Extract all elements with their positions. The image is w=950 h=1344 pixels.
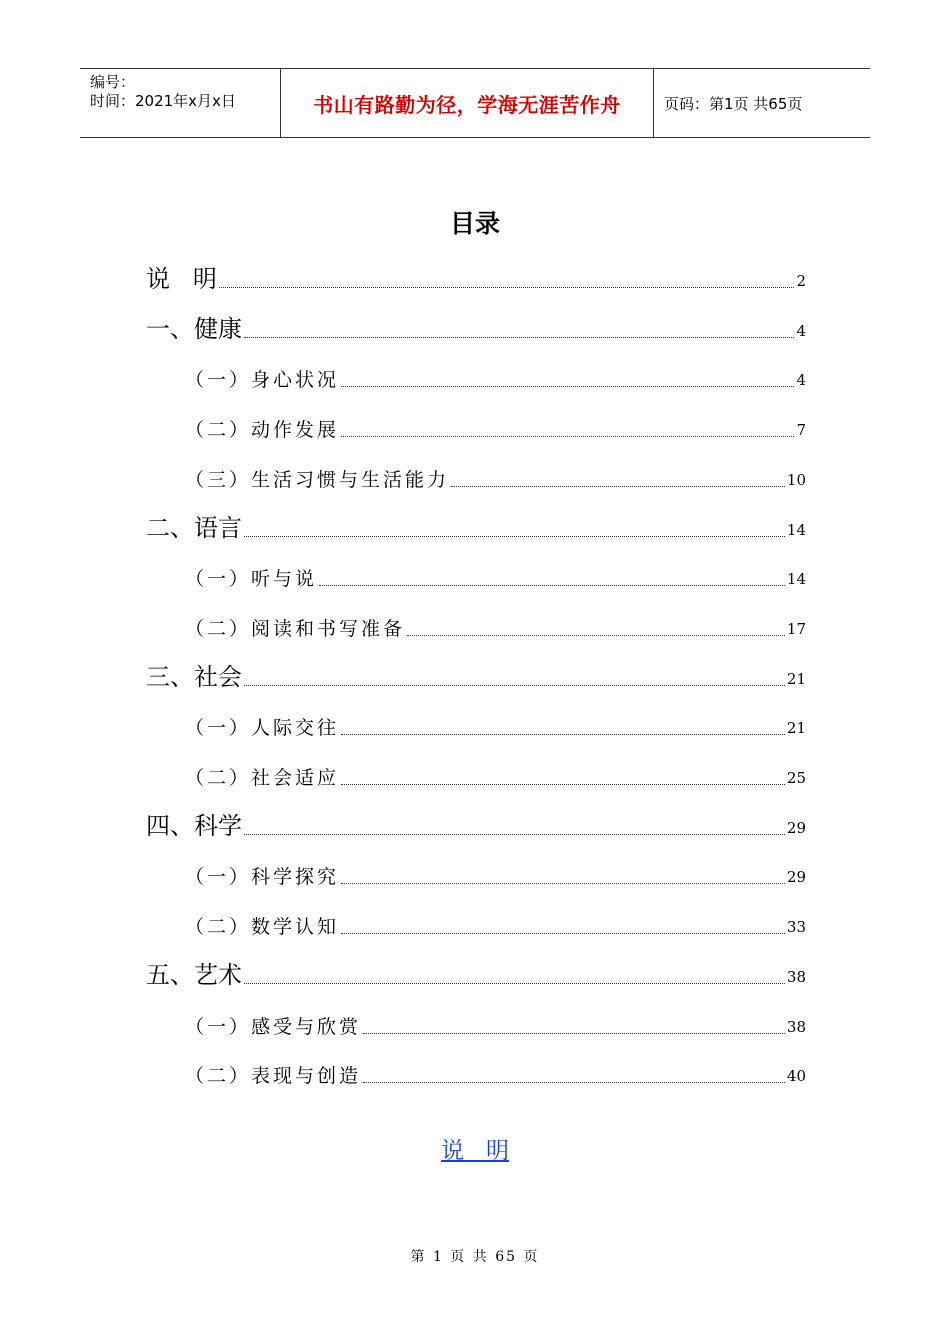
toc-leader-dots xyxy=(319,584,785,586)
toc-entry-label: 二、语言 xyxy=(146,514,242,542)
toc-entry[interactable] xyxy=(185,1008,806,1040)
toc-leader-dots xyxy=(244,982,785,984)
toc-entry-page: 38 xyxy=(786,968,806,986)
toc-entry-label: （一）听与说 xyxy=(185,568,318,590)
toc-leader-dots xyxy=(244,684,785,686)
toc-entry-page: 25 xyxy=(786,769,806,787)
toc-leader-dots xyxy=(341,882,785,884)
toc-entry[interactable] xyxy=(185,560,806,592)
toc-leader-dots xyxy=(341,733,785,735)
toc-leader-dots xyxy=(341,932,785,934)
header-meta-cell xyxy=(80,69,281,137)
toc-entry-label: （一）人际交往 xyxy=(185,717,340,739)
toc-entry-page: 21 xyxy=(786,719,806,737)
toc-entry-page: 29 xyxy=(786,819,806,837)
page-header xyxy=(80,68,870,138)
toc-entry-label: （一）科学探究 xyxy=(185,866,340,888)
toc-entry-label: （二）数学认知 xyxy=(185,916,340,938)
toc-entry-label: 一、健康 xyxy=(146,315,242,343)
page-footer: 第 1 页 共 65 页 xyxy=(410,1249,540,1265)
toc-leader-dots xyxy=(407,634,785,636)
toc-entry-label: （一）身心状况 xyxy=(185,369,340,391)
toc-leader-dots xyxy=(341,435,794,437)
toc-entry[interactable] xyxy=(185,858,806,890)
toc-entry[interactable] xyxy=(185,759,806,791)
toc-entry-page: 4 xyxy=(796,322,806,340)
toc-leader-dots xyxy=(363,1081,785,1083)
toc-entry-label: （二）表现与创造 xyxy=(185,1065,362,1087)
toc-entry[interactable] xyxy=(146,809,806,841)
toc-entry-page: 33 xyxy=(786,918,806,936)
toc-entry[interactable] xyxy=(185,709,806,741)
toc-entry-page: 17 xyxy=(786,620,806,638)
toc-leader-dots xyxy=(341,783,785,785)
toc-entry[interactable] xyxy=(146,511,806,543)
header-page-cell xyxy=(654,69,870,137)
toc-entry-page: 7 xyxy=(796,421,806,439)
toc-entry-label: （二）社会适应 xyxy=(185,767,340,789)
header-time: 时间：2021年x月x日 xyxy=(90,92,236,110)
toc-entry[interactable] xyxy=(146,660,806,692)
toc-entry-label: 五、艺术 xyxy=(146,961,242,989)
toc-entry-label: 四、科学 xyxy=(146,812,242,840)
toc-entry-label: （一）感受与欣赏 xyxy=(185,1016,362,1038)
toc-entry-page: 14 xyxy=(786,570,806,588)
toc-entry[interactable] xyxy=(146,262,806,294)
toc-entry-label: （三）生活习惯与生活能力 xyxy=(185,469,450,491)
toc-leader-dots xyxy=(451,485,785,487)
toc-leader-dots xyxy=(219,286,795,288)
toc-entry-page: 14 xyxy=(786,521,806,539)
toc-entry[interactable] xyxy=(185,908,806,940)
toc-entry-page: 10 xyxy=(786,471,806,489)
toc-entry-label: （二）动作发展 xyxy=(185,419,340,441)
toc-entry[interactable] xyxy=(185,1057,806,1089)
toc-leader-dots xyxy=(244,833,785,835)
toc-leader-dots xyxy=(363,1032,785,1034)
toc-entry-page: 40 xyxy=(786,1067,806,1085)
toc-title: 目录 xyxy=(449,209,500,238)
section-heading xyxy=(0,1132,950,1165)
header-page-number: 页码：第1页 共65页 xyxy=(664,94,803,113)
toc-leader-dots xyxy=(244,535,785,537)
header-number: 编号： xyxy=(90,73,136,91)
toc-entry-page: 29 xyxy=(786,868,806,886)
toc-entry[interactable] xyxy=(185,461,806,493)
toc-entry[interactable] xyxy=(185,610,806,642)
toc-entry-label: （二）阅读和书写准备 xyxy=(185,618,406,640)
toc-entry-page: 2 xyxy=(796,272,806,290)
toc-leader-dots xyxy=(341,385,794,387)
toc-entry-page: 21 xyxy=(786,670,806,688)
toc-entry[interactable] xyxy=(146,958,806,990)
toc-entry[interactable] xyxy=(185,411,806,443)
toc-entry[interactable] xyxy=(146,312,806,344)
header-motto: 书山有路勤为径，学海无涯苦作舟 xyxy=(313,92,621,117)
section-heading-link[interactable]: 说 明 xyxy=(441,1138,509,1164)
toc-leader-dots xyxy=(244,336,794,338)
header-motto-cell xyxy=(281,69,654,137)
toc-entry[interactable] xyxy=(185,361,806,393)
toc-entry-page: 38 xyxy=(786,1018,806,1036)
toc-entry-page: 4 xyxy=(796,371,806,389)
toc-entry-label: 三、社会 xyxy=(146,663,242,691)
toc-entry-label: 说 明 xyxy=(146,265,217,293)
